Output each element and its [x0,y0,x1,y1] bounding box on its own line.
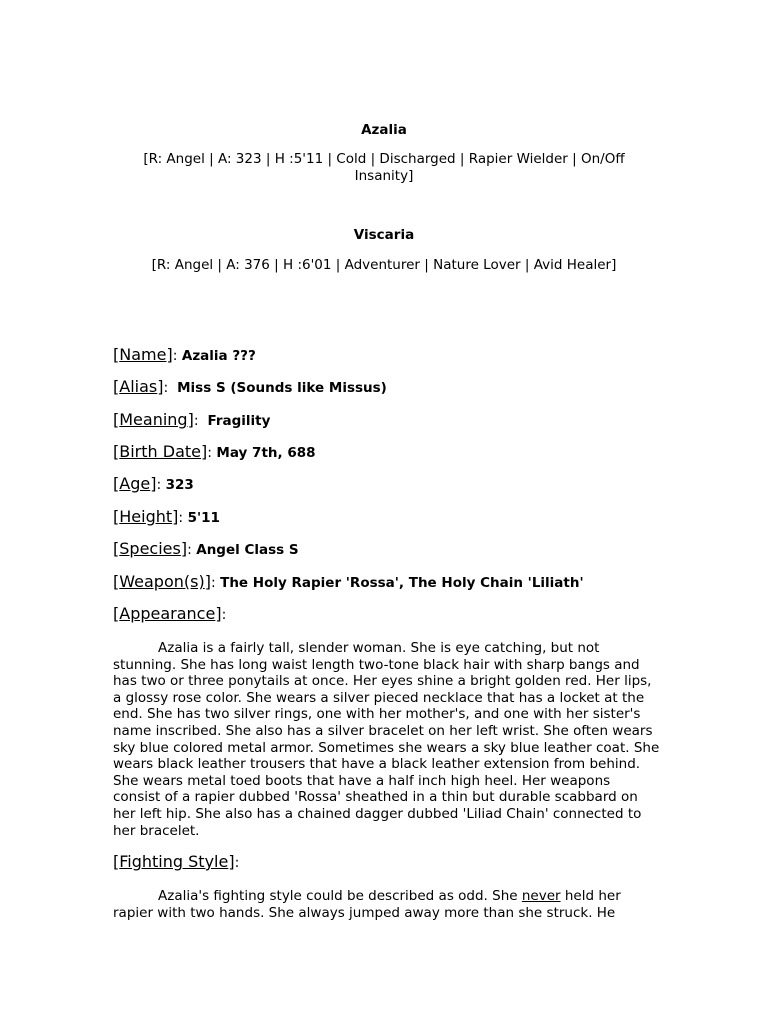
field-birth-date: [Birth Date]: May 7th, 688 [113,442,316,461]
character-1-tags: [R: Angel | A: 323 | H :5'11 | Cold | Discharged | Rapier Wielder | On/Off Insanity] [143,151,625,184]
field-alias: [Alias]: Miss S (Sounds like Missus) [113,377,387,396]
field-name-label: Name [119,345,167,364]
field-alias-value: Miss S (Sounds like Missus) [177,380,387,396]
field-alias-label: Alias [119,377,158,396]
field-weapons-label: Weapon(s) [119,572,205,591]
field-birth-date-value: May 7th, 688 [216,445,316,461]
field-fighting-style-label: Fighting Style [119,852,229,871]
field-weapons-value: The Holy Rapier 'Rossa', The Holy Chain 'Liliath' [220,575,584,591]
field-meaning-label: Meaning [119,410,188,429]
fighting-style-paragraph [113,888,661,921]
field-birth-date-label: Birth Date [119,442,201,461]
character-1-name: Azalia [361,122,407,138]
field-height-value: 5'11 [187,510,220,526]
fighting-text-emphasis: never [521,888,561,904]
field-height-label: Height [119,507,173,526]
field-meaning: [Meaning]: Fragility [113,410,271,429]
field-fighting-style: [Fighting Style]: [113,852,240,871]
field-species-value: Angel Class S [196,542,299,558]
character-2-name: Viscaria [353,227,415,243]
fighting-text-after: held her rapier with two hands. She always jumped away more than she struck. He [113,888,621,921]
fighting-text-before: Azalia's fighting style could be described as odd. She [158,888,522,904]
field-meaning-value: Fragility [207,413,271,429]
field-age-value: 323 [165,477,194,493]
field-species: [Species]: Angel Class S [113,539,299,558]
field-appearance: [Appearance]: [113,604,227,623]
field-name: [Name]: Azalia ??? [113,345,256,364]
field-name-value: Azalia ??? [181,348,256,364]
appearance-paragraph: Azalia is a fairly tall, slender woman. She is eye catching, but not stunning. She has long waist length two-tone black hair with sharp bangs and has two or three ponytails at once. Her eyes shine a bright golden red. Her lips, a glossy rose color. She wears a silver pieced necklace that has a locket at the end. She has two silver rings, one with her mother's, and one with her sister's name inscribed. She also has a silver bracelet on her left wrist. She often wears sky blue colored metal armor. Sometimes she wears a sky blue leather coat. She wears black leather trousers that have a black leather extension from behind. She wears metal toed boots that have a half inch high heel. Her weapons consist of a rapier dubbed 'Rossa' sheathed in a thin but durable scabbard on her left hip. She also has a chained dagger dubbed 'Liliad Chain' connected to her bracelet. [113,640,660,839]
field-appearance-label: Appearance [119,604,216,623]
field-species-label: Species [119,539,181,558]
field-height: [Height]: 5'11 [113,507,220,526]
field-weapons: [Weapon(s)]: The Holy Rapier 'Rossa', The Holy Chain 'Liliath' [113,572,584,591]
character-2-tags: [R: Angel | A: 376 | H :6'01 | Adventurer | Nature Lover | Avid Healer] [151,257,617,273]
field-age: [Age]: 323 [113,474,194,493]
field-age-label: Age [119,474,151,493]
